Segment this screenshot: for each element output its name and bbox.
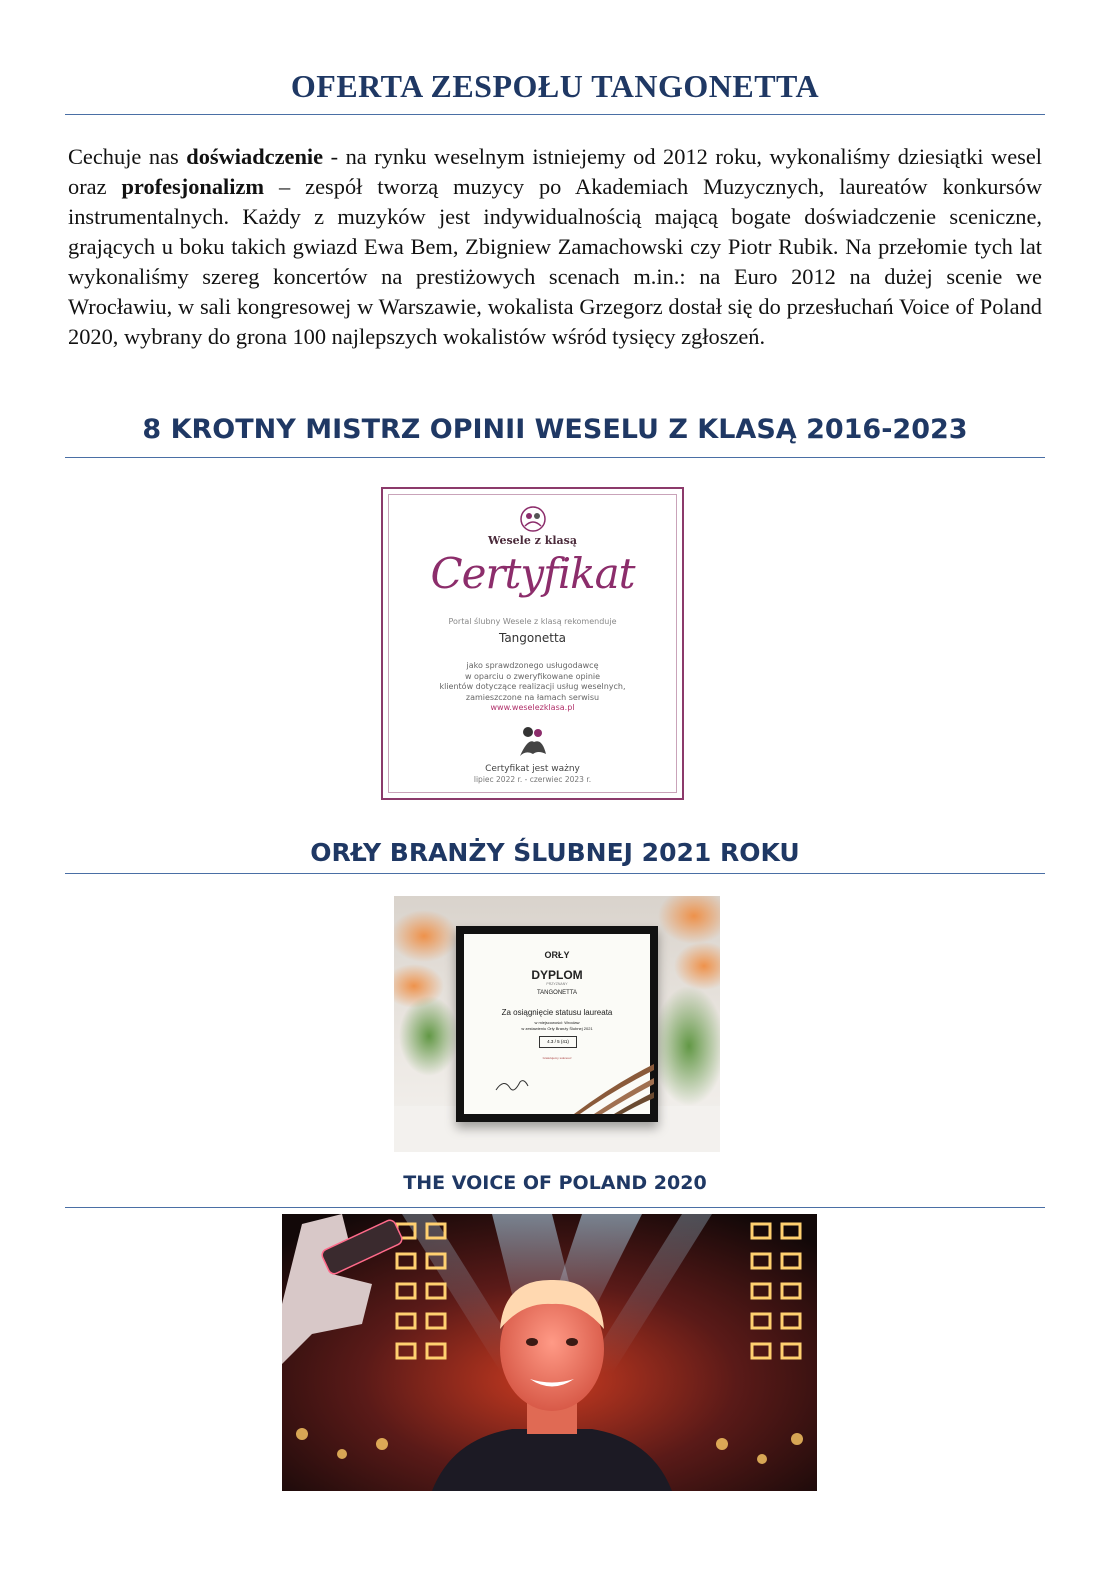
certificate-body-line: klientów dotyczące realizacji usług weselnych, bbox=[439, 682, 626, 691]
couple-icon bbox=[508, 724, 558, 760]
diploma-paper bbox=[464, 934, 650, 1114]
intro-text-2: - na rynku weselnym istniejemy od 2012 roku, wykonaliśmy dziesiątki wesel oraz bbox=[68, 144, 1043, 199]
certificate-recipient: Tangonetta bbox=[498, 631, 566, 645]
award-heading-wesele: 8 KROTNY MISTRZ OPINII WESELU Z KLASĄ 2016-2023 bbox=[142, 414, 968, 445]
certificate-recommendation: Portal ślubny Wesele z klasą rekomenduje bbox=[448, 617, 617, 626]
heading-underline bbox=[65, 457, 1045, 458]
wesele-logo-icon bbox=[513, 506, 553, 532]
heading-underline bbox=[65, 1207, 1045, 1208]
diploma-logo: ORŁY bbox=[544, 950, 570, 960]
diploma-location-line: w miejscowości: Wrocław bbox=[534, 1020, 580, 1025]
diploma-status-line: Za osiągnięcie statusu laureata bbox=[501, 1008, 613, 1017]
certificate-body-line: w oparciu o zweryfikowane opinie bbox=[464, 671, 601, 681]
heading-underline bbox=[65, 873, 1045, 874]
offer-heading: OFERTA ZESPOŁU TANGONETTA bbox=[290, 68, 820, 104]
diploma-decoration-icon bbox=[574, 1064, 654, 1114]
certificate-dates: lipiec 2022 r. - czerwiec 2023 r. bbox=[473, 775, 592, 784]
diploma-score: 4.3 / 5 (41) bbox=[539, 1036, 577, 1048]
diploma-recipient: TANGONETTA bbox=[536, 990, 578, 996]
signature-icon bbox=[494, 1076, 530, 1096]
intro-bold-professionalism: profesjonalizm bbox=[121, 174, 265, 199]
diploma-title: DYPLOM bbox=[531, 968, 583, 982]
certificate-title: Certyfikat bbox=[430, 549, 635, 598]
award-heading-orly: ORŁY BRANŻY ŚLUBNEJ 2021 ROKU bbox=[310, 838, 800, 867]
diploma-photo bbox=[394, 896, 720, 1152]
intro-text-3: – zespół tworzą muzycy po Akademiach Muzycznych, laureatów konkursów instrumentalnych. Każdy z muzyków jest indywidualnością mającą bogate doświadczenie sceniczne, grających u boku takich gwiazd Ewa Bem, Zbigniew Zamachowski czy Piotr Rubik. Na przełomie tych lat wykonaliśmy szereg koncertów na prestiżowych scenach m.in.: na Euro 2012 na dużej scenie we Wrocławiu, w sali kongresowej w Warszawie, wokalista Grzegorz dostał się do przesłuchań Voice of Poland 2020, wybrany do grona 100 najlepszych wokalistów wśród tysięcy zgłoszeń. bbox=[68, 174, 1042, 349]
heading-underline bbox=[65, 114, 1045, 115]
intro-bold-experience: doświadczenie bbox=[186, 144, 324, 169]
certificate-image bbox=[381, 487, 684, 800]
diploma-ranking-line: w zestawieniu Orły Branży Ślubnej 2021 bbox=[521, 1026, 593, 1031]
voice-stage-illustration bbox=[282, 1214, 817, 1491]
certificate-url: www.weselezklasa.pl bbox=[490, 703, 575, 712]
voice-heading: THE VOICE OF POLAND 2020 bbox=[403, 1172, 707, 1194]
diploma-footnote: Gratulujemy sukcesu! bbox=[542, 1056, 572, 1060]
intro-paragraph bbox=[68, 142, 1042, 352]
diploma-subtitle: PRZYZNANY bbox=[546, 982, 568, 986]
certificate-brand: Wesele z klasą bbox=[488, 534, 577, 547]
certificate-body-line: jako sprawdzonego usługodawcę bbox=[466, 661, 599, 670]
certificate-body bbox=[383, 661, 682, 703]
certificate-body-line: zamieszczone na łamach serwisu bbox=[465, 692, 600, 702]
diploma-frame bbox=[456, 926, 658, 1122]
certificate-validity: Certyfikat jest ważny bbox=[485, 764, 580, 774]
voice-of-poland-photo bbox=[282, 1214, 817, 1491]
intro-text-1: Cechuje nas bbox=[68, 144, 187, 169]
